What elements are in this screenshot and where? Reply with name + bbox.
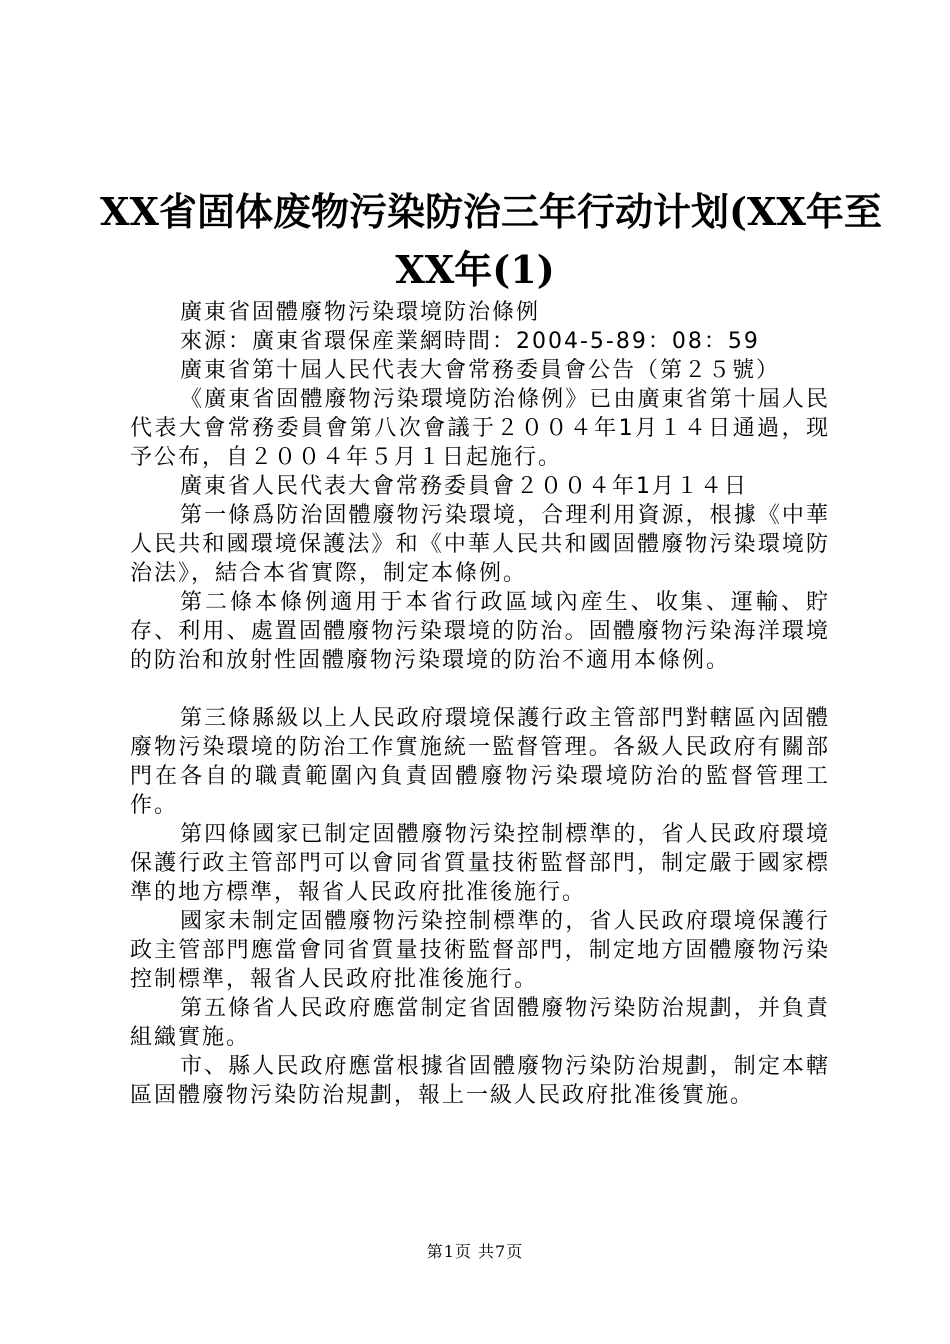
paragraph-article-5-cont: 市、縣人民政府應當根據省固體廢物污染防治規劃，制定本轄區固體廢物污染防治規劃，報上一級人民政府批准後實施。 — [130, 1054, 830, 1108]
page-number-footer: 第1页 共7页 — [426, 1242, 524, 1261]
paragraph-article-2: 第二條本條例適用于本省行政區域內産生、收集、運輸、貯存、利用、處置固體廢物污染環境的防治。固體廢物污染海洋環境的防治和放射性固體廢物污染環境的防治不適用本條例。 — [130, 590, 830, 673]
paragraph-source: 來源：廣東省環保産業網時間：2004-5-89：08：59 — [180, 329, 760, 354]
paragraph-issuer-date: 廣東省人民代表大會常務委員會２００４年1月１４日 — [180, 474, 748, 499]
paragraph-article-1: 第一條爲防治固體廢物污染環境，合理利用資源，根據《中華人民共和國環境保護法》和《中華人民共和國固體廢物污染環境防治法》，結合本省實際，制定本條例。 — [130, 503, 830, 586]
paragraph-announcement: 廣東省第十屆人民代表大會常務委員會公告（第２５號） — [180, 358, 781, 383]
document-body — [130, 298, 830, 1110]
paragraph-regulation-name: 廣東省固體廢物污染環境防治條例 — [180, 300, 541, 325]
paragraph-adoption: 《廣東省固體廢物污染環境防治條例》已由廣東省第十屆人民代表大會常務委員會第八次會議于２００４年1月１４日通過，现予公布，自２００４年５月１日起施行。 — [130, 387, 830, 470]
paragraph-article-4: 第四條國家已制定固體廢物污染控制標準的，省人民政府環境保護行政主管部門可以會同省質量技術監督部門，制定嚴于國家標準的地方標準，報省人民政府批准後施行。 — [130, 822, 830, 905]
document-title-line-2: XX年(1) — [395, 247, 555, 292]
paragraph-article-3: 第三條縣級以上人民政府環境保護行政主管部門對轄區內固體廢物污染環境的防治工作實施統一監督管理。各級人民政府有關部門在各自的職責範圍內負責固體廢物污染環境防治的監督管理工作。 — [130, 706, 830, 818]
paragraph-article-4-cont: 國家未制定固體廢物污染控制標準的，省人民政府環境保護行政主管部門應當會同省質量技術監督部門，制定地方固體廢物污染控制標準，報省人民政府批准後施行。 — [130, 909, 830, 992]
document-title-line-1: XX省固体废物污染防治三年行动计划(XX年至 — [100, 189, 882, 234]
paragraph-article-5: 第五條省人民政府應當制定省固體廢物污染防治規劃，并負責組織實施。 — [130, 996, 830, 1050]
